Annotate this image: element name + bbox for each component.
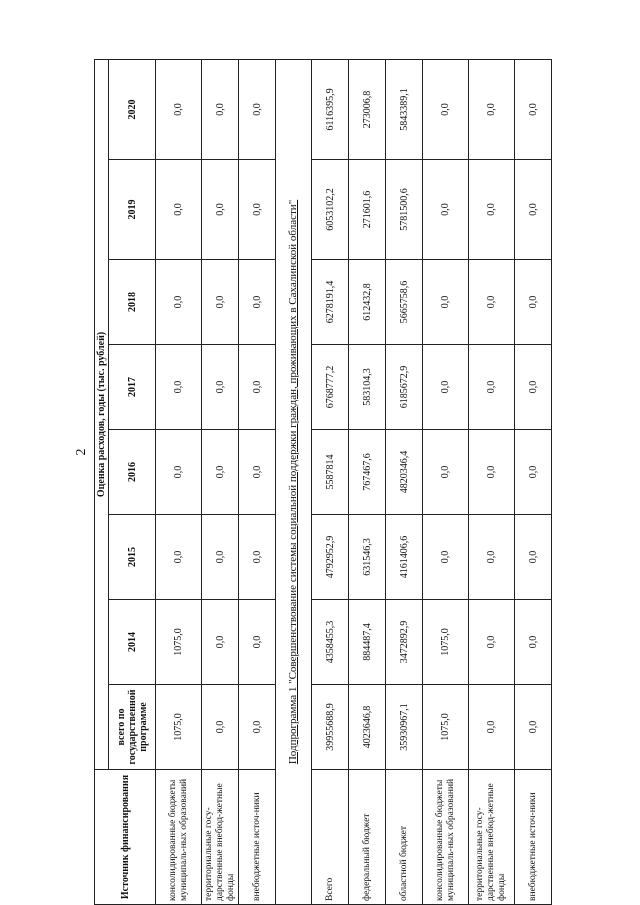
total-cell: 0,0 [202,685,239,770]
source-cell: областной бюджет [386,770,423,905]
source-cell: внебюджетные источ-ники [515,770,552,905]
year-value-cell: 0,0 [423,345,469,430]
table-row [386,59,423,904]
year-value-cell: 5843389,1 [386,59,423,159]
year-value-cell: 0,0 [469,260,515,345]
year-header: 2016 [109,430,156,515]
year-value-cell: 4358455,3 [312,600,349,685]
year-value-cell: 0,0 [156,59,202,159]
year-value-cell: 0,0 [515,160,552,260]
year-value-cell: 0,0 [156,345,202,430]
year-value-cell: 0,0 [239,345,276,430]
subprogram-title: Подпрограмма 1 "Совершенствование системы социальной поддержки граждан, проживающих в Сахалинской области" [276,59,312,904]
source-header: Источник финансирования [95,770,156,905]
year-value-cell: 0,0 [239,515,276,600]
year-value-cell: 0,0 [423,160,469,260]
total-cell: 0,0 [515,685,552,770]
year-value-cell: 5781500,6 [386,160,423,260]
year-header: 2014 [109,600,156,685]
table-row [156,59,202,904]
year-value-cell: 6278191,4 [312,260,349,345]
source-cell: внебюджетные источ-ники [239,770,276,905]
table-row [423,59,469,904]
year-value-cell: 0,0 [202,515,239,600]
year-value-cell: 0,0 [515,600,552,685]
year-value-cell: 0,0 [515,345,552,430]
year-value-cell: 5587814 [312,430,349,515]
total-cell: 35930967,1 [386,685,423,770]
subprogram-row [276,59,312,904]
total-cell: 0,0 [239,685,276,770]
source-cell: Всего [312,770,349,905]
year-header: 2019 [109,160,156,260]
year-value-cell: 0,0 [156,160,202,260]
table-row [239,59,276,904]
year-value-cell: 0,0 [423,59,469,159]
year-value-cell: 612432,8 [349,260,386,345]
table-body [95,59,552,904]
year-value-cell: 6053102,2 [312,160,349,260]
year-value-cell: 271601,6 [349,160,386,260]
table-row [515,59,552,904]
total-cell: 1075,0 [423,685,469,770]
estimate-header: Оценка расходов, годы (тыс. рублей) [95,59,109,769]
year-value-cell: 0,0 [469,345,515,430]
source-cell: консолидированные бюджеты муниципаль-ных образований [156,770,202,905]
year-value-cell: 6185672,9 [386,345,423,430]
year-value-cell: 0,0 [469,515,515,600]
year-value-cell: 0,0 [156,430,202,515]
year-value-cell: 0,0 [515,515,552,600]
source-cell: федеральный бюджет [349,770,386,905]
total-cell: 39955688,9 [312,685,349,770]
year-value-cell: 0,0 [202,260,239,345]
source-cell: территориальные госу-дарственные внебюд-жетные фонды [202,770,239,905]
year-header: 2015 [109,515,156,600]
year-value-cell: 6768777,2 [312,345,349,430]
year-value-cell: 0,0 [239,59,276,159]
total-cell: 4023646,8 [349,685,386,770]
year-value-cell: 0,0 [469,59,515,159]
year-value-cell: 0,0 [469,430,515,515]
year-value-cell: 4820346,4 [386,430,423,515]
header-row-1 [95,59,109,904]
table-row [202,59,239,904]
table-row [349,59,386,904]
rotated-table-wrapper [94,60,539,905]
year-value-cell: 0,0 [515,59,552,159]
year-value-cell: 0,0 [239,160,276,260]
total-cell: 0,0 [469,685,515,770]
year-value-cell: 0,0 [423,515,469,600]
year-value-cell: 0,0 [156,260,202,345]
year-value-cell: 3472892,9 [386,600,423,685]
year-value-cell: 0,0 [202,160,239,260]
year-value-cell: 0,0 [515,430,552,515]
year-value-cell: 4161406,6 [386,515,423,600]
year-value-cell: 1075,0 [423,600,469,685]
year-value-cell: 5665758,6 [386,260,423,345]
year-value-cell: 0,0 [469,160,515,260]
year-value-cell: 0,0 [423,430,469,515]
year-value-cell: 0,0 [239,430,276,515]
year-value-cell: 583104,3 [349,345,386,430]
year-value-cell: 4792952,9 [312,515,349,600]
year-value-cell: 0,0 [202,600,239,685]
year-header: 2020 [109,59,156,159]
year-value-cell: 6116395,9 [312,59,349,159]
year-value-cell: 273006,8 [349,59,386,159]
source-cell: консолидированные бюджеты муниципаль-ных образований [423,770,469,905]
year-value-cell: 767467,6 [349,430,386,515]
year-header: 2018 [109,260,156,345]
year-value-cell: 0,0 [239,260,276,345]
financing-table [94,59,552,905]
table-row [312,59,349,904]
total-header: всего по государственной программе [109,685,156,770]
year-value-cell: 0,0 [156,515,202,600]
total-cell: 1075,0 [156,685,202,770]
year-value-cell: 0,0 [202,59,239,159]
page-number: 2 [74,448,89,456]
year-value-cell: 0,0 [515,260,552,345]
table-row [469,59,515,904]
year-value-cell: 0,0 [239,600,276,685]
year-value-cell: 0,0 [202,430,239,515]
year-value-cell: 1075,0 [156,600,202,685]
year-value-cell: 0,0 [202,345,239,430]
source-cell: территориальные госу-дарственные внебюд-жетные фонды [469,770,515,905]
year-value-cell: 0,0 [423,260,469,345]
year-header: 2017 [109,345,156,430]
year-value-cell: 884487,4 [349,600,386,685]
year-value-cell: 0,0 [469,600,515,685]
year-value-cell: 631546,3 [349,515,386,600]
rotated-page-container [94,60,539,905]
